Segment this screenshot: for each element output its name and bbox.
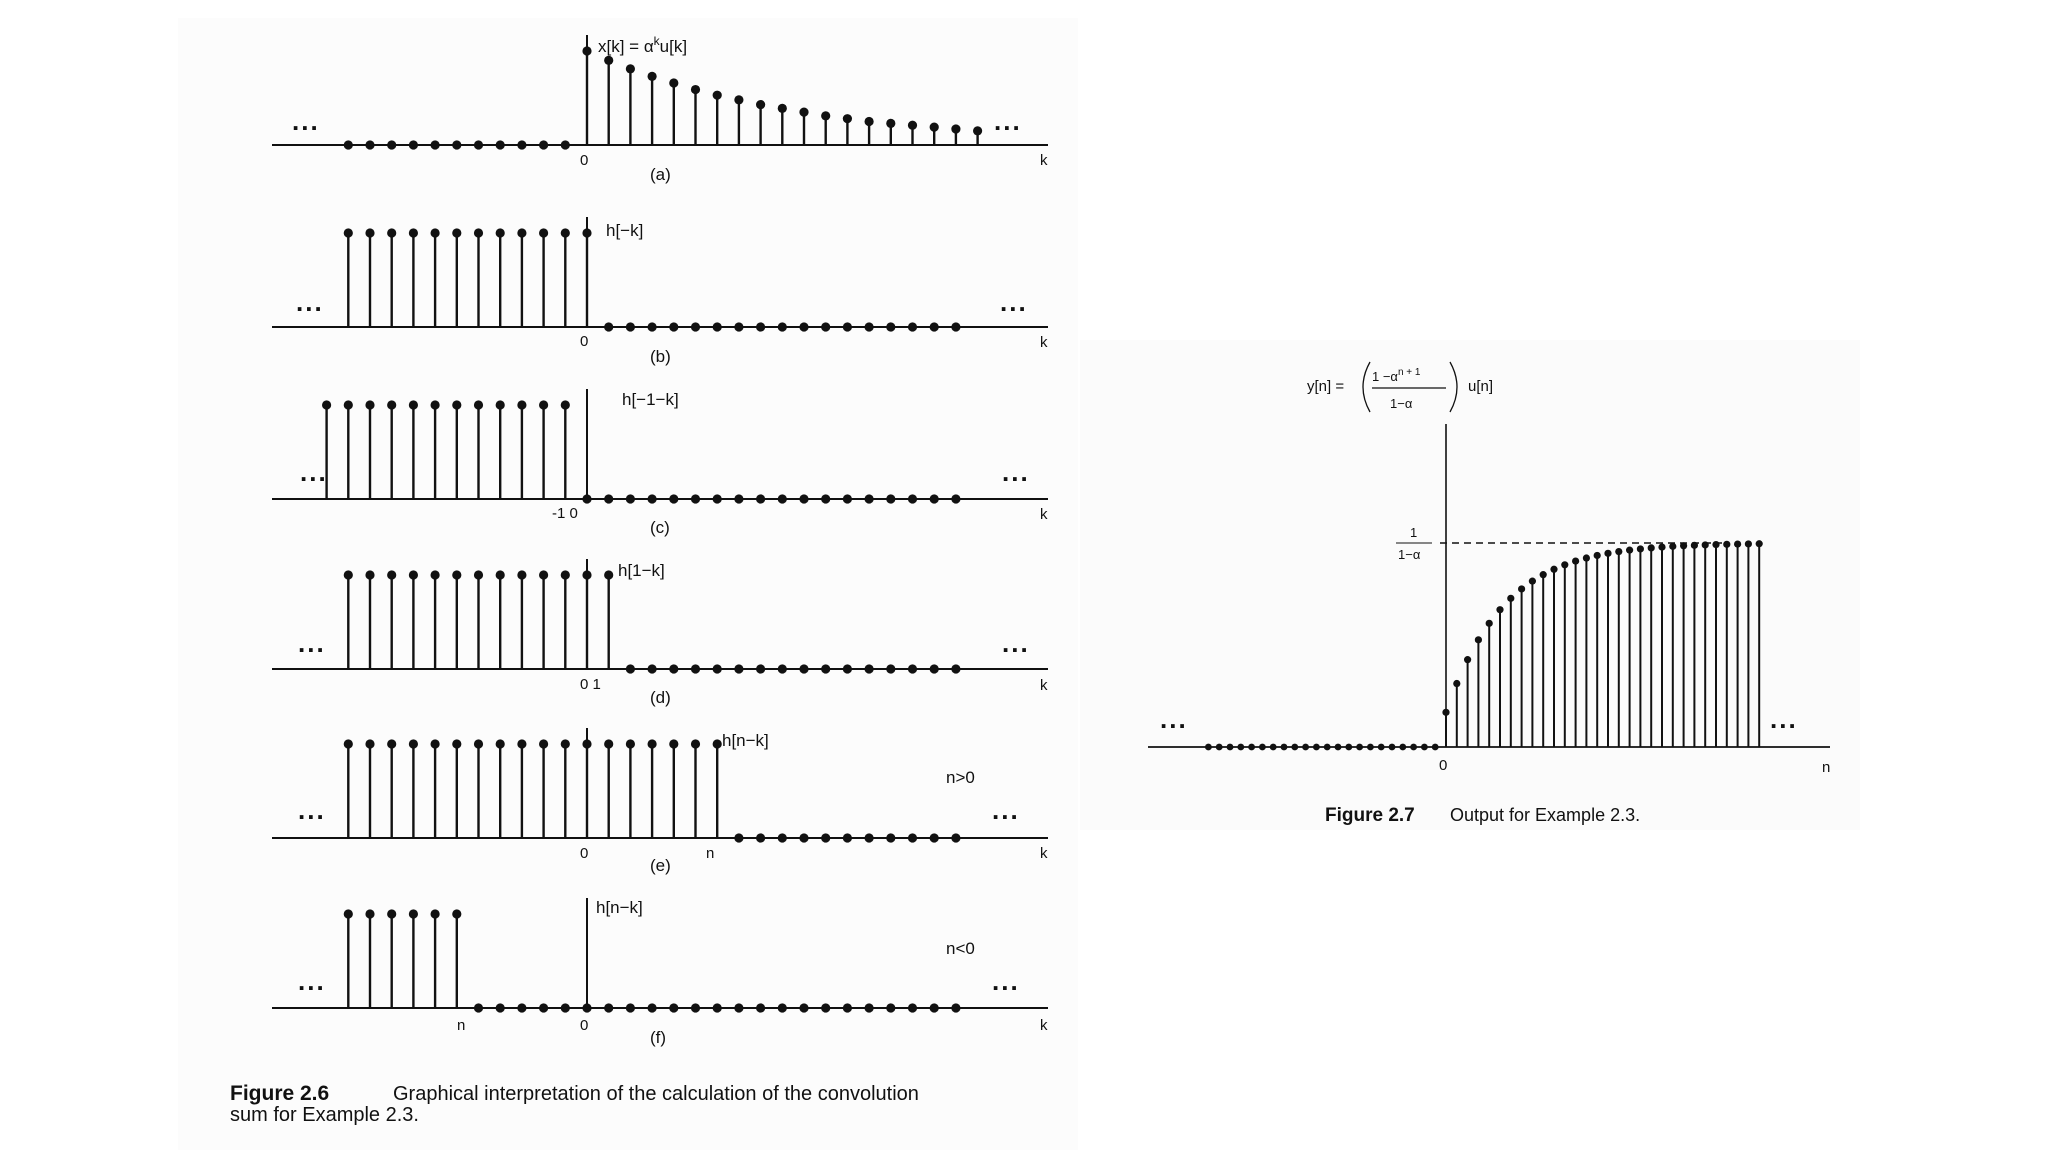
panel-c-zero-sample	[908, 494, 917, 503]
panel-a-zero-sample	[474, 140, 483, 149]
panel-d-zero-sample	[626, 664, 635, 673]
figure-2-7-stem-head	[1723, 541, 1730, 548]
panel-b-zero-sample	[648, 322, 657, 331]
panel-d-tick: 0 1	[580, 676, 601, 693]
panel-a-stem-head	[648, 72, 657, 81]
panel-d-zero-sample	[756, 664, 765, 673]
figure-2-7-zero-sample	[1378, 744, 1385, 751]
panel-c-zero-sample	[865, 494, 874, 503]
panel-c-tick: -1 0	[552, 505, 578, 522]
panel-e-stem-head	[431, 739, 440, 748]
figure-2-7-stem-head	[1615, 548, 1622, 555]
panel-e-stem-head	[713, 739, 722, 748]
panel-b-zero-sample	[886, 322, 895, 331]
panel-f-stem-head	[387, 909, 396, 918]
panel-c-stem-head	[496, 400, 505, 409]
panel-d-tag: (d)	[650, 688, 671, 707]
panel-d-zero-sample	[778, 664, 787, 673]
panel-c-stem-head	[409, 400, 418, 409]
panel-f-stem-head	[452, 909, 461, 918]
panel-b-stem-head	[431, 228, 440, 237]
panel-f-zero-sample	[843, 1003, 852, 1012]
panel-f-zero-sample	[626, 1003, 635, 1012]
stem-marks	[272, 35, 1830, 1013]
panel-a-zero-sample	[365, 140, 374, 149]
panel-b-zero-sample	[604, 322, 613, 331]
figure-2-7-stem-head	[1648, 544, 1655, 551]
panel-f-zero-sample	[539, 1003, 548, 1012]
panel-b-zero-sample	[865, 322, 874, 331]
panel-b-stem-head	[387, 228, 396, 237]
figure-2-7-zero-sample	[1389, 744, 1396, 751]
figure-2-7-zero-sample	[1410, 744, 1417, 751]
panel-f-stem-head	[431, 909, 440, 918]
panel-c-label: h[−1−k]	[622, 390, 679, 409]
figure-2-7-zero-sample	[1367, 744, 1374, 751]
figure-2-7-stem-head	[1572, 557, 1579, 564]
panel-e-axis-var: k	[1040, 845, 1048, 862]
panel-b-zero-sample	[908, 322, 917, 331]
panel-f-zero-sample	[886, 1003, 895, 1012]
panel-e-zero-sample	[908, 833, 917, 842]
panel-d-stem-head	[561, 570, 570, 579]
figure-2-7-zero-sample	[1281, 744, 1288, 751]
figure-2-7-zero-sample	[1216, 744, 1223, 751]
panel-e-stem-head	[365, 739, 374, 748]
panel-b-ellipsis-left: ...	[296, 287, 324, 317]
figure-2-7-zero-sample	[1291, 744, 1298, 751]
panel-a-zero-sample	[496, 140, 505, 149]
figure-2-7-stem-head	[1680, 542, 1687, 549]
panel-c-zero-sample	[669, 494, 678, 503]
panel-f-tick-n: n	[457, 1017, 466, 1034]
formula-numerator: $1 -\alpha^{n + 1}$	[1372, 367, 1421, 384]
panel-e-stem-head	[539, 739, 548, 748]
panel-a-stem-head	[734, 95, 743, 104]
panel-a-stem-head	[799, 108, 808, 117]
figure-2-7-stem-head	[1518, 585, 1525, 592]
panel-b-zero-sample	[734, 322, 743, 331]
panel-d-zero-sample	[843, 664, 852, 673]
panel-e-tick-n: n	[706, 845, 715, 862]
formula-right-paren	[1450, 362, 1457, 412]
panel-c-ellipsis-right: ...	[1002, 457, 1030, 487]
panel-a-stem-head	[951, 124, 960, 133]
figure-2-7-ellipsis-left: ...	[1160, 704, 1188, 734]
panel-a-stem-head	[908, 121, 917, 130]
panel-e-stem-head	[452, 739, 461, 748]
panel-b-ellipsis-right: ...	[1000, 287, 1028, 317]
panel-a-ellipsis-right: ...	[994, 106, 1022, 136]
figure-2-7-stem-head	[1745, 540, 1752, 547]
panel-a-stem-head	[973, 126, 982, 135]
figure-2-7-axis-var: n	[1822, 759, 1831, 776]
figure-2-6-caption-line1: Graphical interpretation of the calculation of the convolution	[393, 1083, 919, 1105]
figure-2-7-stem-head	[1583, 554, 1590, 561]
panel-c-stem-head	[344, 400, 353, 409]
figure-2-7-zero-sample	[1302, 744, 1309, 751]
figure-2-6-caption-number: Figure 2.6	[230, 1082, 330, 1105]
panel-d-stem-head	[604, 570, 613, 579]
panel-f-zero-sample	[821, 1003, 830, 1012]
panel-c-stem-head	[431, 400, 440, 409]
panel-f-label: h[n−k]	[596, 898, 643, 917]
figure-2-7-zero-sample	[1313, 744, 1320, 751]
panel-d-ellipsis-left: ...	[298, 628, 326, 658]
panel-b-stem-head	[409, 228, 418, 237]
figure-2-7-caption-text: Output for Example 2.3.	[1450, 805, 1641, 825]
panel-b-stem-head	[452, 228, 461, 237]
panel-c-zero-sample	[691, 494, 700, 503]
panel-f-zero-sample	[951, 1003, 960, 1012]
panel-d-stem-head	[365, 570, 374, 579]
panel-a-zero-sample	[517, 140, 526, 149]
panel-f-zero-sample	[517, 1003, 526, 1012]
figure-2-7-stem-head	[1594, 552, 1601, 559]
panel-e-stem-head	[582, 739, 591, 748]
figure-2-7-stem-head	[1529, 578, 1536, 585]
panel-c-zero-sample	[843, 494, 852, 503]
panel-f-zero-sample	[930, 1003, 939, 1012]
figure-2-7-stem-head	[1442, 709, 1449, 716]
panel-e-stem-head	[387, 739, 396, 748]
panel-d-stem-head	[474, 570, 483, 579]
figure-2-7-stem-head	[1453, 680, 1460, 687]
panel-b-stem-head	[561, 228, 570, 237]
figure-2-7-zero-sample	[1205, 744, 1212, 751]
figure-2-7-zero-sample	[1335, 744, 1342, 751]
panel-e-zero-sample	[865, 833, 874, 842]
panel-a-zero-sample	[452, 140, 461, 149]
panel-b-zero-sample	[713, 322, 722, 331]
panel-c-zero-sample	[886, 494, 895, 503]
panel-d-stem-head	[452, 570, 461, 579]
panel-d-stem-head	[582, 570, 591, 579]
figure-2-7-stem-head	[1626, 547, 1633, 554]
panel-c-tag: (c)	[650, 518, 670, 537]
panel-c-zero-sample	[604, 494, 613, 503]
panel-d-stem-head	[517, 570, 526, 579]
panel-a-stem-head	[886, 119, 895, 128]
figure-2-7-stem-head	[1604, 550, 1611, 557]
figure-2-7-zero-sample	[1421, 744, 1428, 751]
panel-a-stem-head	[756, 100, 765, 109]
panel-c-stem-head	[517, 400, 526, 409]
figure-2-7-zero-sample	[1356, 744, 1363, 751]
panel-e-zero-sample	[886, 833, 895, 842]
panel-d-stem-head	[496, 570, 505, 579]
figure-2-7-zero-sample	[1432, 744, 1439, 751]
panel-f-zero-sample	[648, 1003, 657, 1012]
panel-c-zero-sample	[713, 494, 722, 503]
panel-a-stem-head	[582, 46, 591, 55]
panel-a-stem-head	[778, 104, 787, 113]
panel-d-zero-sample	[734, 664, 743, 673]
panel-e-zero-sample	[821, 833, 830, 842]
asymptote-denominator: 1−α	[1398, 547, 1421, 562]
figure-2-7-stem-head	[1734, 541, 1741, 548]
figure-2-7-zero-sample	[1248, 744, 1255, 751]
figure-2-7-stem-head	[1756, 540, 1763, 547]
panel-a-stem-head	[930, 123, 939, 132]
panel-b-zero-sample	[778, 322, 787, 331]
panel-c-stem-head	[452, 400, 461, 409]
panel-e-condition: n>0	[946, 768, 975, 787]
panel-c-axis-var: k	[1040, 506, 1048, 523]
panel-e-stem-head	[691, 739, 700, 748]
panel-e-zero-sample	[799, 833, 808, 842]
figure-2-7-stem-head	[1702, 541, 1709, 548]
panel-f-tick-0: 0	[580, 1017, 589, 1034]
figure-2-7-tick-zero: 0	[1439, 757, 1448, 774]
panel-b-stem-head	[344, 228, 353, 237]
panel-d-zero-sample	[886, 664, 895, 673]
panel-a-label: $x[k] = \alpha^ku[k]$	[598, 34, 688, 56]
panel-e-zero-sample	[756, 833, 765, 842]
panel-d-label: h[1−k]	[618, 561, 665, 580]
figure-2-7-caption-number: Figure 2.7	[1325, 805, 1415, 826]
panel-b-tag: (b)	[650, 347, 671, 366]
figure-2-7-zero-sample	[1237, 744, 1244, 751]
panel-e-ellipsis-right: ...	[992, 795, 1020, 825]
formula-lhs: y[n] =	[1307, 378, 1345, 395]
panel-f-zero-sample	[734, 1003, 743, 1012]
panel-d-zero-sample	[821, 664, 830, 673]
panel-a-stem-head	[713, 91, 722, 100]
panel-f-zero-sample	[865, 1003, 874, 1012]
figure-2-7-stem-head	[1691, 542, 1698, 549]
panel-a-zero-sample	[409, 140, 418, 149]
figure-2-7-zero-sample	[1399, 744, 1406, 751]
panel-a-zero-sample	[539, 140, 548, 149]
panel-e-zero-sample	[734, 833, 743, 842]
panel-c-zero-sample	[756, 494, 765, 503]
panel-c-zero-sample	[930, 494, 939, 503]
panel-b-stem-head	[582, 228, 591, 237]
panel-f-stem-head	[344, 909, 353, 918]
panel-e-stem-head	[409, 739, 418, 748]
panel-a-axis-var: k	[1040, 152, 1048, 169]
panel-d-stem-head	[431, 570, 440, 579]
panel-b-zero-sample	[691, 322, 700, 331]
panel-f-zero-sample	[691, 1003, 700, 1012]
panel-a-zero-sample	[344, 140, 353, 149]
panel-b-label: h[−k]	[606, 221, 644, 240]
panel-a-zero-sample	[561, 140, 570, 149]
panel-c-zero-sample	[778, 494, 787, 503]
panel-c-zero-sample	[582, 494, 591, 503]
panel-f-stem-head	[409, 909, 418, 918]
panel-d-stem-head	[344, 570, 353, 579]
panel-c-stem-head	[365, 400, 374, 409]
panel-a-zero-sample	[387, 140, 396, 149]
figure-2-7-zero-sample	[1324, 744, 1331, 751]
panel-c-stem-head	[322, 400, 331, 409]
panel-e-stem-head	[496, 739, 505, 748]
panel-a-tag: (a)	[650, 165, 671, 184]
formula-denominator: 1−α	[1390, 396, 1413, 411]
panel-a-ellipsis-left: ...	[292, 106, 320, 136]
panel-a-zero-sample	[431, 140, 440, 149]
panel-c-zero-sample	[821, 494, 830, 503]
panel-e-label: h[n−k]	[722, 731, 769, 750]
panel-e-stem-head	[626, 739, 635, 748]
panel-f-zero-sample	[799, 1003, 808, 1012]
figure-2-7-zero-sample	[1259, 744, 1266, 751]
panel-d-stem-head	[387, 570, 396, 579]
panel-e-stem-head	[648, 739, 657, 748]
panel-f-stem-head	[365, 909, 374, 918]
panel-d-stem-head	[409, 570, 418, 579]
panel-e-zero-sample	[778, 833, 787, 842]
figure-2-7-stem-head	[1637, 545, 1644, 552]
panel-e-stem-head	[669, 739, 678, 748]
panel-b-stem-head	[365, 228, 374, 237]
figure-2-6-caption-line2: sum for Example 2.3.	[230, 1104, 419, 1126]
panel-f-zero-sample	[908, 1003, 917, 1012]
panel-d-axis-var: k	[1040, 677, 1048, 694]
panel-c-zero-sample	[648, 494, 657, 503]
panel-f-axis-var: k	[1040, 1017, 1048, 1034]
panel-f-zero-sample	[713, 1003, 722, 1012]
figure-2-7-stem-head	[1464, 656, 1471, 663]
panel-d-zero-sample	[799, 664, 808, 673]
panel-f-zero-sample	[496, 1003, 505, 1012]
figure-2-7-zero-sample	[1227, 744, 1234, 751]
panel-b-zero-sample	[930, 322, 939, 331]
panel-b-zero-sample	[843, 322, 852, 331]
panel-c-ellipsis-left: ...	[300, 457, 328, 487]
panel-a-stem-head	[669, 78, 678, 87]
panel-f-tag: (f)	[650, 1028, 667, 1047]
panel-a-tick-0: 0	[580, 152, 589, 169]
panel-b-zero-sample	[626, 322, 635, 331]
panel-b-zero-sample	[799, 322, 808, 331]
panel-c-zero-sample	[626, 494, 635, 503]
panel-d-zero-sample	[713, 664, 722, 673]
panel-f-zero-sample	[561, 1003, 570, 1012]
panel-e-stem-head	[474, 739, 483, 748]
panel-e-stem-head	[517, 739, 526, 748]
formula-left-paren	[1363, 362, 1370, 412]
asymptote-numerator: 1	[1410, 525, 1418, 540]
panel-d-zero-sample	[951, 664, 960, 673]
figure-2-7-ellipsis-right: ...	[1770, 704, 1798, 734]
figure-2-7-stem-head	[1486, 620, 1493, 627]
panel-b-tick-0: 0	[580, 333, 589, 350]
panel-d-zero-sample	[669, 664, 678, 673]
panel-b-stem-head	[517, 228, 526, 237]
panel-f-zero-sample	[778, 1003, 787, 1012]
panel-b-zero-sample	[669, 322, 678, 331]
panel-f-condition: n<0	[946, 939, 975, 958]
panel-f-zero-sample	[474, 1003, 483, 1012]
figure-2-7	[1160, 362, 1830, 826]
figure-2-7-stem-head	[1561, 561, 1568, 568]
panel-d-zero-sample	[648, 664, 657, 673]
panel-c-stem-head	[561, 400, 570, 409]
panel-a-stem-head	[843, 114, 852, 123]
formula-rhs: u[n]	[1468, 378, 1494, 395]
figure-2-7-stem-head	[1496, 606, 1503, 613]
figure-2-7-stem-head	[1540, 571, 1547, 578]
panel-a-stem-head	[604, 56, 613, 65]
panel-e-zero-sample	[843, 833, 852, 842]
panel-b-zero-sample	[756, 322, 765, 331]
panel-f-zero-sample	[604, 1003, 613, 1012]
figure-2-7-zero-sample	[1270, 744, 1277, 751]
panel-c-zero-sample	[951, 494, 960, 503]
panel-f-ellipsis-left: ...	[298, 966, 326, 996]
panel-a-stem-head	[865, 117, 874, 126]
panel-d-stem-head	[539, 570, 548, 579]
figure-2-7-stem-head	[1669, 543, 1676, 550]
panel-e-stem-head	[344, 739, 353, 748]
panel-e-stem-head	[561, 739, 570, 748]
panel-b-stem-head	[474, 228, 483, 237]
panel-c-zero-sample	[734, 494, 743, 503]
panel-e-zero-sample	[930, 833, 939, 842]
figure-2-7-stem-head	[1658, 543, 1665, 550]
panel-f-zero-sample	[669, 1003, 678, 1012]
panel-a-stem-head	[821, 111, 830, 120]
figure-2-7-stem-head	[1475, 636, 1482, 643]
panel-e-stem-head	[604, 739, 613, 748]
panel-f-ellipsis-right: ...	[992, 966, 1020, 996]
panel-d-zero-sample	[908, 664, 917, 673]
panel-d-zero-sample	[930, 664, 939, 673]
panel-c-stem-head	[387, 400, 396, 409]
figure-2-7-stem-head	[1712, 541, 1719, 548]
panel-d-ellipsis-right: ...	[1002, 628, 1030, 658]
figure-2-6	[230, 34, 1048, 1126]
panel-b-zero-sample	[951, 322, 960, 331]
panel-c-stem-head	[539, 400, 548, 409]
panel-e-tick-0: 0	[580, 845, 589, 862]
panel-b-stem-head	[496, 228, 505, 237]
figure-2-7-stem-head	[1507, 595, 1514, 602]
panel-a-stem-head	[691, 85, 700, 94]
panel-f-zero-sample	[756, 1003, 765, 1012]
panel-e-tag: (e)	[650, 856, 671, 875]
panel-e-ellipsis-left: ...	[298, 795, 326, 825]
panel-f-zero-sample	[582, 1003, 591, 1012]
panel-c-stem-head	[474, 400, 483, 409]
figure-2-7-zero-sample	[1345, 744, 1352, 751]
panel-a-stem-head	[626, 64, 635, 73]
panel-e-zero-sample	[951, 833, 960, 842]
panel-b-stem-head	[539, 228, 548, 237]
panel-c-zero-sample	[799, 494, 808, 503]
figure-2-7-stem-head	[1550, 566, 1557, 573]
panel-b-zero-sample	[821, 322, 830, 331]
panel-d-zero-sample	[865, 664, 874, 673]
panel-d-zero-sample	[691, 664, 700, 673]
panel-b-axis-var: k	[1040, 334, 1048, 351]
